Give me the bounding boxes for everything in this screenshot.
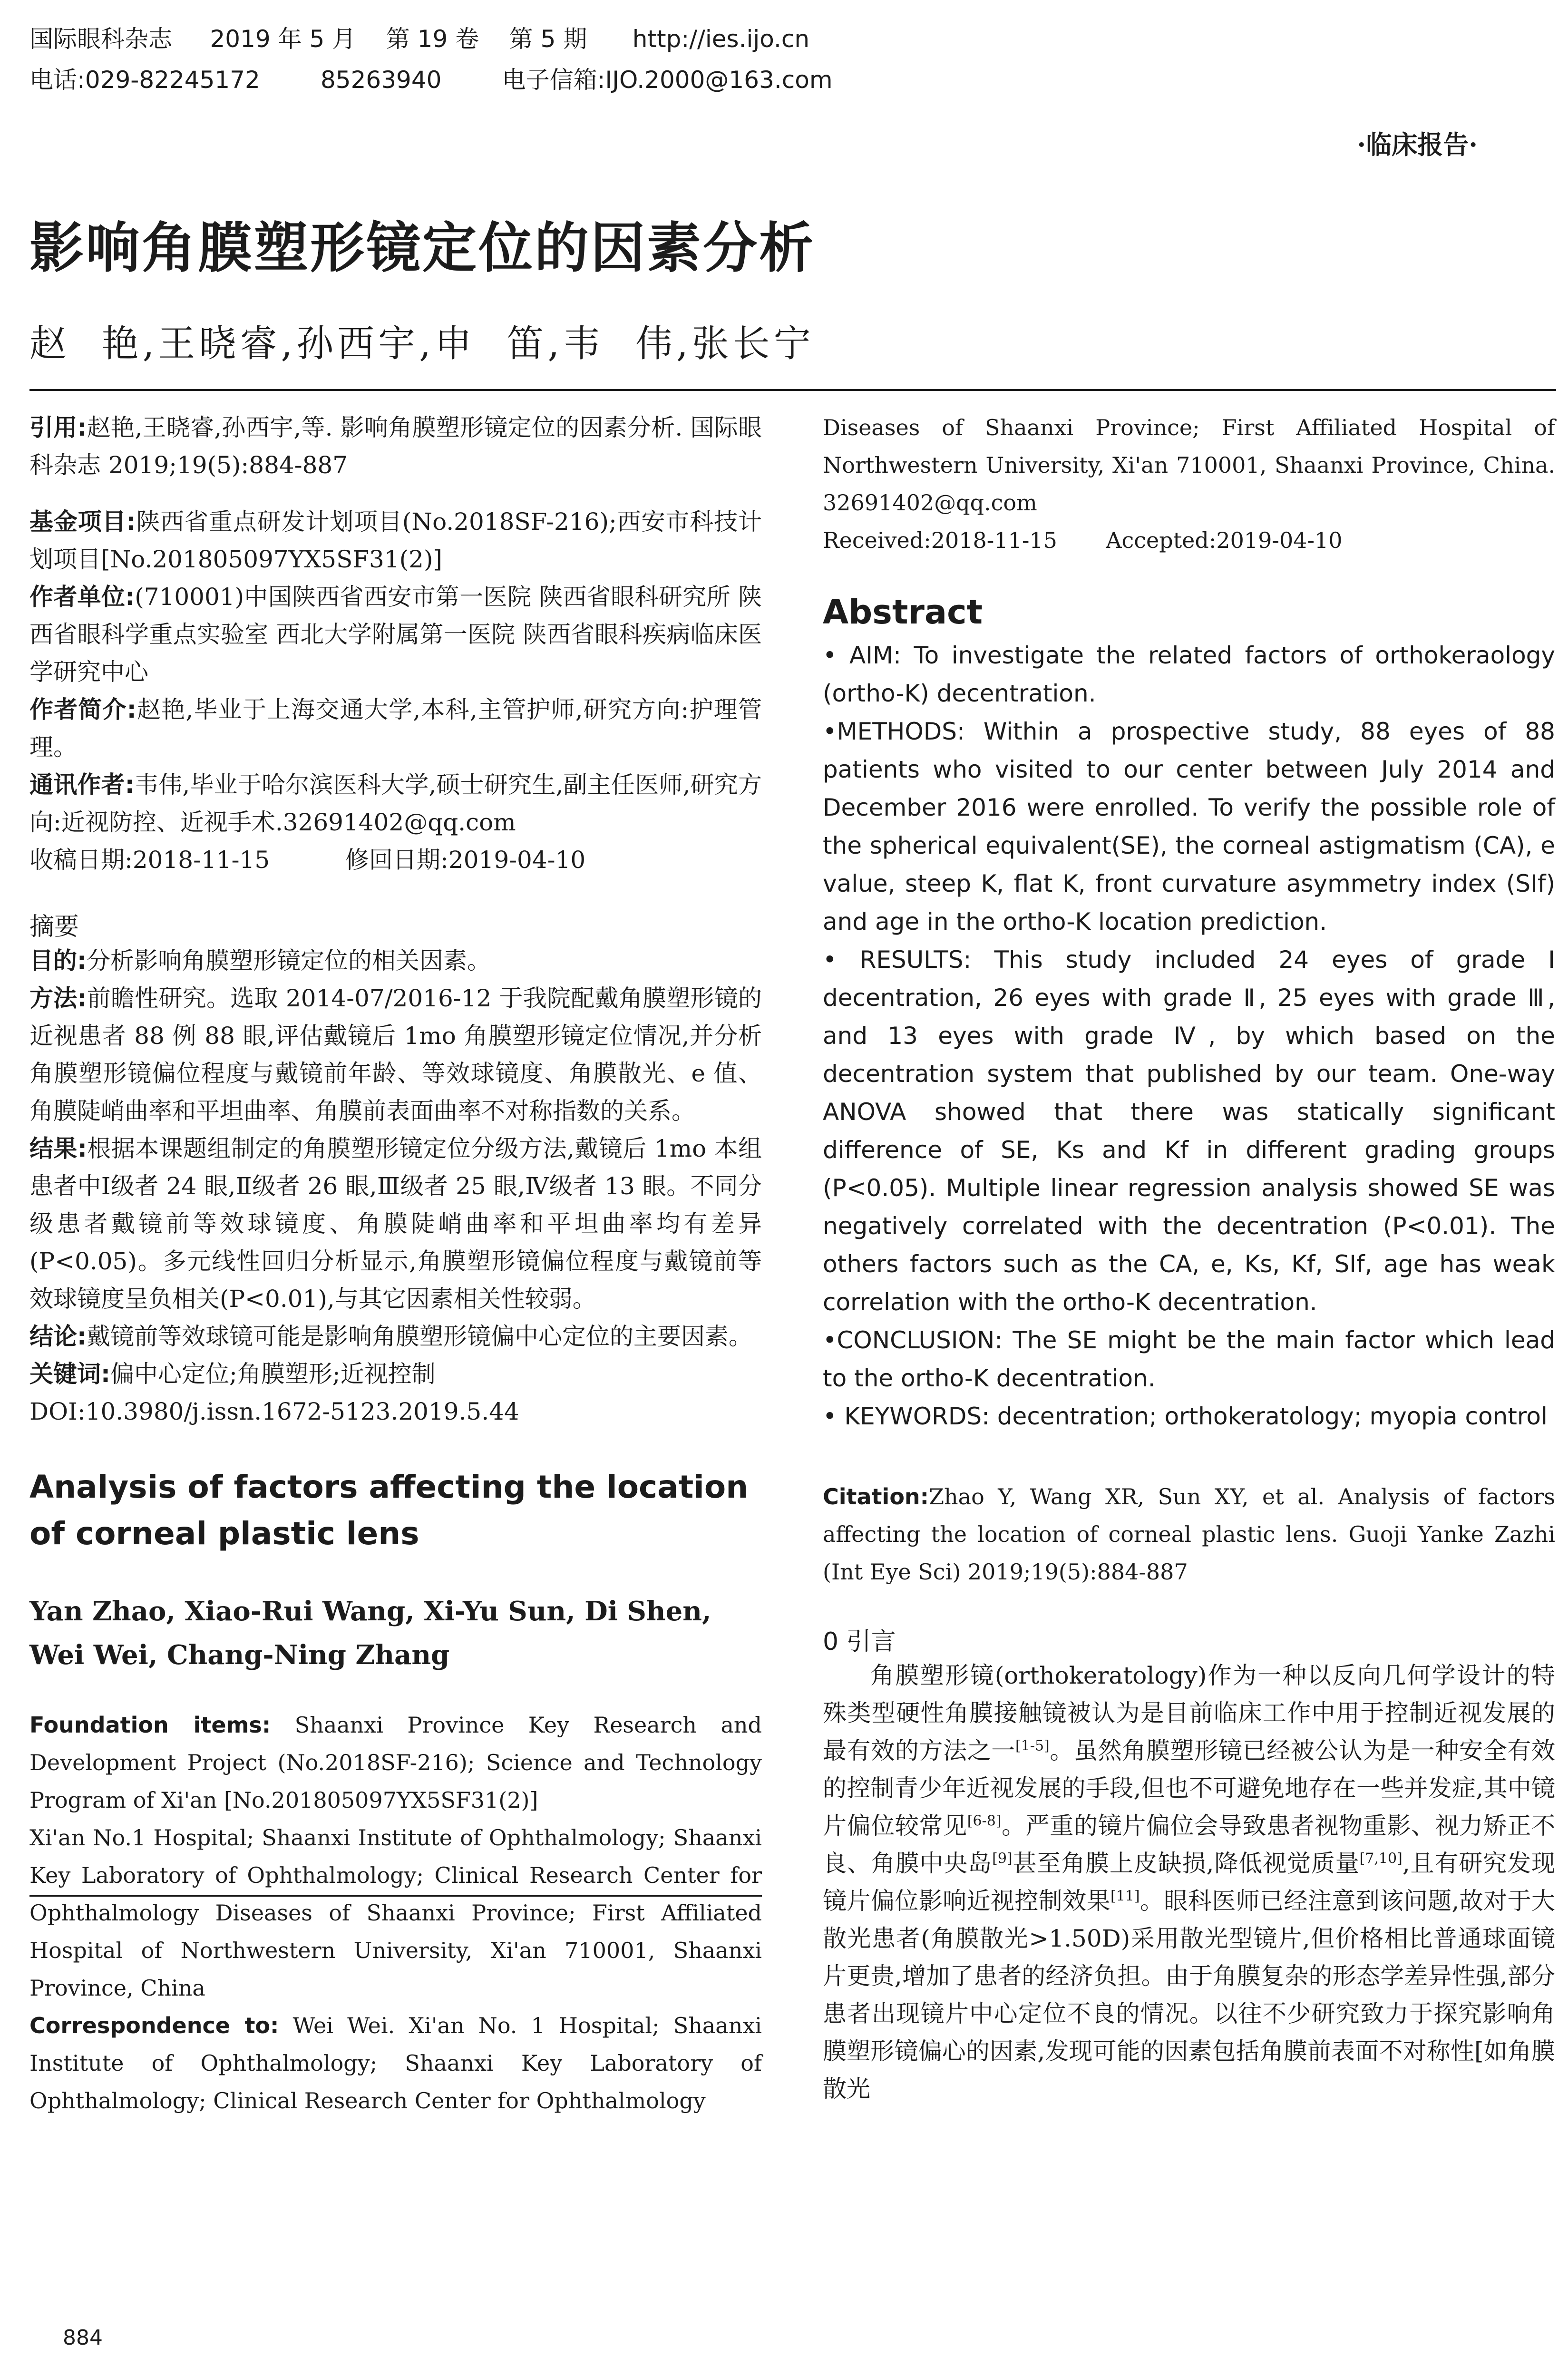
fund-cn: 基金项目:陕西省重点研发计划项目(No.2018SF-216);西安市科技计划项目[No.201805097YX5SF31(2)] [29,508,762,573]
title-divider [29,389,1556,391]
abstract-conclusion: •CONCLUSION: The SE might be the main factor which lead to the ortho-K decentration. [823,1326,1555,1392]
english-authors: Yan Zhao, Xiao-Rui Wang, Xi-Yu Sun, Di Shen, Wei Wei, Chang-Ning Zhang [29,1596,711,1671]
english-block-divider [29,1895,762,1897]
correspondence-en-continued: Diseases of Shaanxi Province; First Affiliated Hospital of Northwestern University, Xi'an 710001, Shaanxi Province, China. 32691402@qq.com [823,415,1555,516]
affiliation-cn: 作者单位:(710001)中国陕西省西安市第一医院 陕西省眼科研究所 陕西省眼科学重点实验室 西北大学附属第一医院 陕西省眼科疾病临床医学研究中心 [29,583,762,686]
abstract-cn-methods: 方法:前瞻性研究。选取 2014-07/2016-12 于我院配戴角膜塑形镜的近视患者 88 例 88 眼,评估戴镜后 1mo 角膜塑形镜定位情况,并分析角膜塑形镜偏位程度与戴镜前年龄、等效球镜度、角膜散光、e 值、角膜陡峭曲率和平坦曲率、角膜前表面曲率不对称指数的关系。 [29,984,762,1125]
journal-header-line2: 电话:029-82245172 85263940 电子信箱:IJO.2000@163.com [29,66,833,94]
authors-cn: 赵 艳,王晓睿,孙西宇,申 笛,韦 伟,张长宁 [29,322,815,365]
abstract-cn-heading: 摘要 [29,913,79,941]
right-column [823,409,1555,2108]
section-tag: ·临床报告· [1357,129,1478,160]
english-title: Analysis of factors affecting the location of corneal plastic lens [29,1469,749,1552]
citation-cn: 引用:赵艳,王晓睿,孙西宇,等. 影响角膜塑形镜定位的因素分析. 国际眼科杂志 2019;19(5):884-887 [29,414,762,479]
introduction-heading: 0 引言 [823,1627,896,1656]
left-column [29,409,762,2120]
dates-cn: 收稿日期:2018-11-15 修回日期:2019-04-10 [29,846,586,874]
abstract-aim: • AIM: To investigate the related factors of orthokeraology (ortho-K) decentration. [823,642,1555,707]
reference-marker[interactable]: [6-8] [967,1812,1002,1830]
reference-marker[interactable]: [11] [1110,1888,1140,1905]
abstract-cn-results: 结果:根据本课题组制定的角膜塑形镜定位分级方法,戴镜后 1mo 本组患者中Ⅰ级者 24 眼,Ⅱ级者 26 眼,Ⅲ级者 25 眼,Ⅳ级者 13 眼。不同分级患者戴镜前等效球镜度、角膜陡峭曲率和平坦曲率均有差异(P<0.05)。多元线性回归分析显示,角膜塑形镜偏位程度与戴镜前等效球镜度呈负相关(P<0.01),与其它因素相关性较弱。 [29,1135,762,1313]
author-bio-cn: 作者简介:赵艳,毕业于上海交通大学,本科,主管护师,研究方向:护理管理。 [29,696,762,761]
affiliation-en: Xi'an No.1 Hospital; Shaanxi Institute of Ophthalmology; Shaanxi Key Laboratory of Ophthalmology; Clinical Research Center for Ophthalmology Diseases of Shaanxi Province; First Affiliated Hospital of Northwestern University, Xi'an 710001, Shaanxi Province, China [29,1825,762,2001]
correspondence-en: Correspondence to: Wei Wei. Xi'an No. 1 Hospital; Shaanxi Institute of Ophthalmology; Shaanxi Key Laboratory of Ophthalmology; Clinical Research Center for Ophthalmology [29,2013,762,2114]
abstract-cn-aim: 目的:分析影响角膜塑形镜定位的相关因素。 [29,947,491,974]
citation-en: Citation:Zhao Y, Wang XR, Sun XY, et al. Analysis of factors affecting the location of corneal plastic lens. Guoji Yanke Zazhi (Int Eye Sci) 2019;19(5):884-887 [823,1484,1555,1585]
reference-marker[interactable]: [7,10] [1359,1850,1402,1867]
received-accepted: Received:2018-11-15 Accepted:2019-04-10 [823,527,1343,553]
reference-marker[interactable]: [1-5] [1015,1737,1050,1754]
journal-header-line1: 国际眼科杂志 2019 年 5 月 第 19 卷 第 5 期 http://ies.ijo.cn [29,25,810,53]
abstract-methods: •METHODS: Within a prospective study, 88 eyes of 88 patients who visited to our center between July 2014 and December 2016 were enrolled. To verify the possible role of the spherical equivalent(SE), the corneal astigmatism (CA), e value, steep K, flat K, front curvature asymmetry index (SIf) and age in the ortho-K location prediction. [823,718,1555,935]
doi: DOI:10.3980/j.issn.1672-5123.2019.5.44 [29,1398,519,1425]
foundation-en: Foundation items: Shaanxi Province Key Research and Development Project (No.2018SF-216); Science and Technology Program of Xi'an [No.201805097YX5SF31(2)] [29,1712,762,1813]
article-title: 影响角膜塑形镜定位的因素分析 [29,216,816,280]
keywords-cn: 关键词:偏中心定位;角膜塑形;近视控制 [29,1360,436,1388]
abstract-keywords: • KEYWORDS: decentration; orthokeratology; myopia control [823,1403,1548,1430]
correspondence-cn: 通讯作者:韦伟,毕业于哈尔滨医科大学,硕士研究生,副主任医师,研究方向:近视防控、近视手术.32691402@qq.com [29,771,762,836]
page-number: 884 [63,2326,103,2350]
reference-marker[interactable]: [9] [992,1850,1013,1867]
abstract-heading: Abstract [823,593,983,632]
abstract-results: • RESULTS: This study included 24 eyes of grade Ⅰ decentration, 26 eyes with grade Ⅱ, 25 eyes with grade Ⅲ, and 13 eyes with grade Ⅳ, by which based on the decentration system that published by our team. One-way ANOVA showed that there was statically significant difference of SE, Ks and Kf in different grading groups (P<0.05). Multiple linear regression analysis showed SE was negatively correlated with the decentration (P<0.01). The others factors such as the CA, e, Ks, Kf, SIf, age has weak correlation with the ortho-K decentration. [823,946,1555,1316]
introduction-paragraph: 角膜塑形镜(orthokeratology)作为一种以反向几何学设计的特殊类型硬性角膜接触镜被认为是目前临床工作中用于控制近视发展的最有效的方法之一[1-5]。虽然角膜塑形镜已经被公认为是一种安全有效的控制青少年近视发展的手段,但也不可避免地存在一些并发症,其中镜片偏位较常见[6-8]。严重的镜片偏位会导致患者视物重影、视力矫正不良、角膜中央岛[9]甚至角膜上皮缺损,降低视觉质量[7,10],且有研究发现镜片偏位影响近视控制效果[11]。眼科医师已经注意到该问题,故对于大散光患者(角膜散光>1.50D)采用散光型镜片,但价格相比普通球面镜片更贵,增加了患者的经济负担。由于角膜复杂的形态学差异性强,部分患者出现镜片中心定位不良的情况。以往不少研究致力于探究影响角膜塑形镜偏心的因素,发现可能的因素包括角膜前表面不对称性[如角膜散光 [823,1662,1556,2103]
abstract-cn-conclusion: 结论:戴镜前等效球镜可能是影响角膜塑形镜偏中心定位的主要因素。 [29,1323,752,1350]
